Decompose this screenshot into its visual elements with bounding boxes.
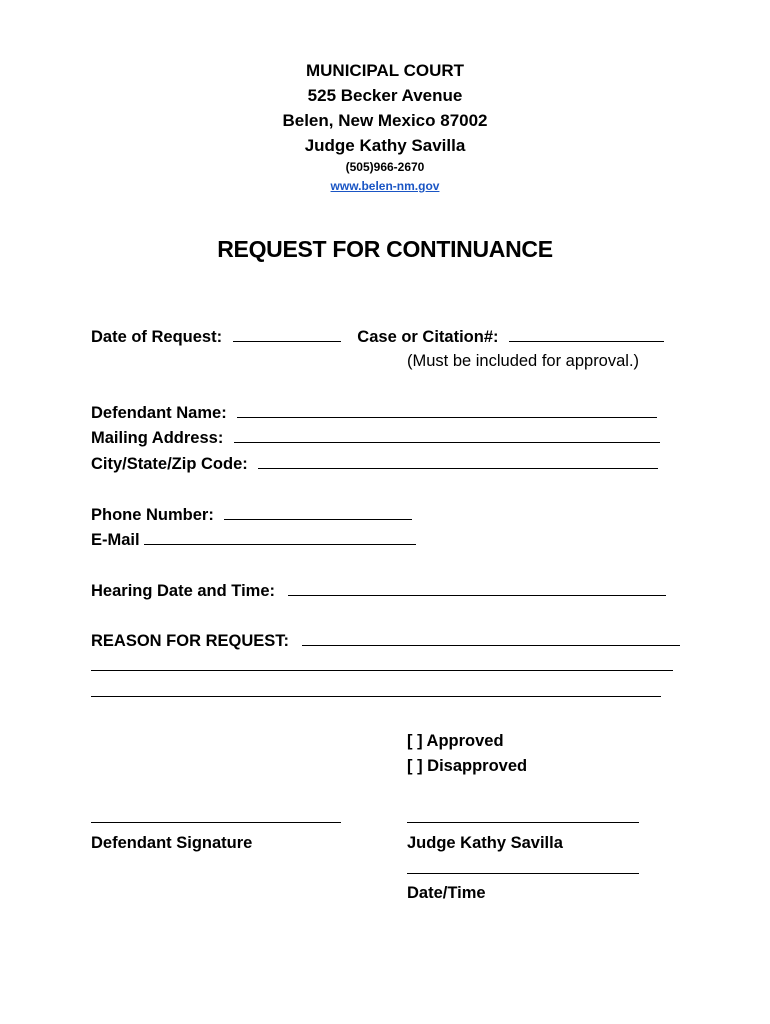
- court-phone: (505)966-2670: [345, 160, 425, 174]
- approved-option[interactable]: [ ] Approved: [407, 732, 504, 750]
- reason-label: REASON FOR REQUEST:: [91, 632, 290, 650]
- defendant-name-label: Defendant Name:: [91, 404, 227, 422]
- court-city: Belen, New Mexico 87002: [282, 111, 488, 130]
- datetime-label: Date/Time: [407, 884, 486, 902]
- defendant-signature-field[interactable]: [91, 805, 341, 823]
- case-citation-label: Case or Citation#:: [357, 328, 499, 346]
- datetime-line-row: [407, 856, 639, 882]
- judge-signature-field[interactable]: [407, 805, 639, 823]
- mailing-address-label: Mailing Address:: [91, 429, 224, 447]
- form-title: REQUEST FOR CONTINUANCE: [217, 236, 553, 262]
- phone-number-label: Phone Number:: [91, 506, 214, 524]
- email-field[interactable]: [144, 527, 416, 545]
- date-of-request-label: Date of Request:: [91, 328, 223, 346]
- defendant-signature-label: Defendant Signature: [91, 834, 253, 852]
- defendant-name-row: [91, 400, 657, 426]
- datetime-field[interactable]: [407, 856, 639, 874]
- reason-row: [91, 628, 680, 654]
- court-street: 525 Becker Avenue: [307, 86, 463, 105]
- phone-number-row: [91, 502, 412, 528]
- disapproved-option[interactable]: [ ] Disapproved: [407, 757, 528, 775]
- hearing-row: [91, 578, 666, 604]
- defendant-name-field[interactable]: [237, 400, 657, 418]
- court-header: [0, 58, 770, 196]
- case-citation-field[interactable]: [509, 324, 664, 342]
- mailing-address-row: [91, 425, 660, 451]
- email-row: [91, 527, 416, 553]
- city-state-zip-label: City/State/Zip Code:: [91, 455, 248, 473]
- reason-line-3-row: [91, 679, 661, 705]
- mailing-address-field[interactable]: [234, 425, 660, 443]
- email-label: E-Mail: [91, 531, 140, 549]
- reason-field-line-1[interactable]: [302, 628, 680, 646]
- reason-line-2-row: [91, 653, 673, 679]
- case-note: (Must be included for approval.): [407, 352, 640, 370]
- court-name: MUNICIPAL COURT: [305, 61, 465, 80]
- defendant-signature-line-row: [91, 805, 341, 831]
- reason-field-line-3[interactable]: [91, 679, 661, 697]
- judge-signature-line-row: [407, 805, 639, 831]
- date-case-row: [91, 324, 664, 350]
- reason-field-line-2[interactable]: [91, 653, 673, 671]
- date-of-request-field[interactable]: [233, 324, 341, 342]
- court-judge: Judge Kathy Savilla: [304, 136, 466, 155]
- phone-number-field[interactable]: [224, 502, 412, 520]
- hearing-label: Hearing Date and Time:: [91, 582, 275, 600]
- court-website-link[interactable]: www.belen-nm.gov: [330, 179, 440, 193]
- city-state-zip-row: [91, 451, 658, 477]
- hearing-field[interactable]: [288, 578, 666, 596]
- city-state-zip-field[interactable]: [258, 451, 658, 469]
- judge-signature-label: Judge Kathy Savilla: [407, 834, 563, 852]
